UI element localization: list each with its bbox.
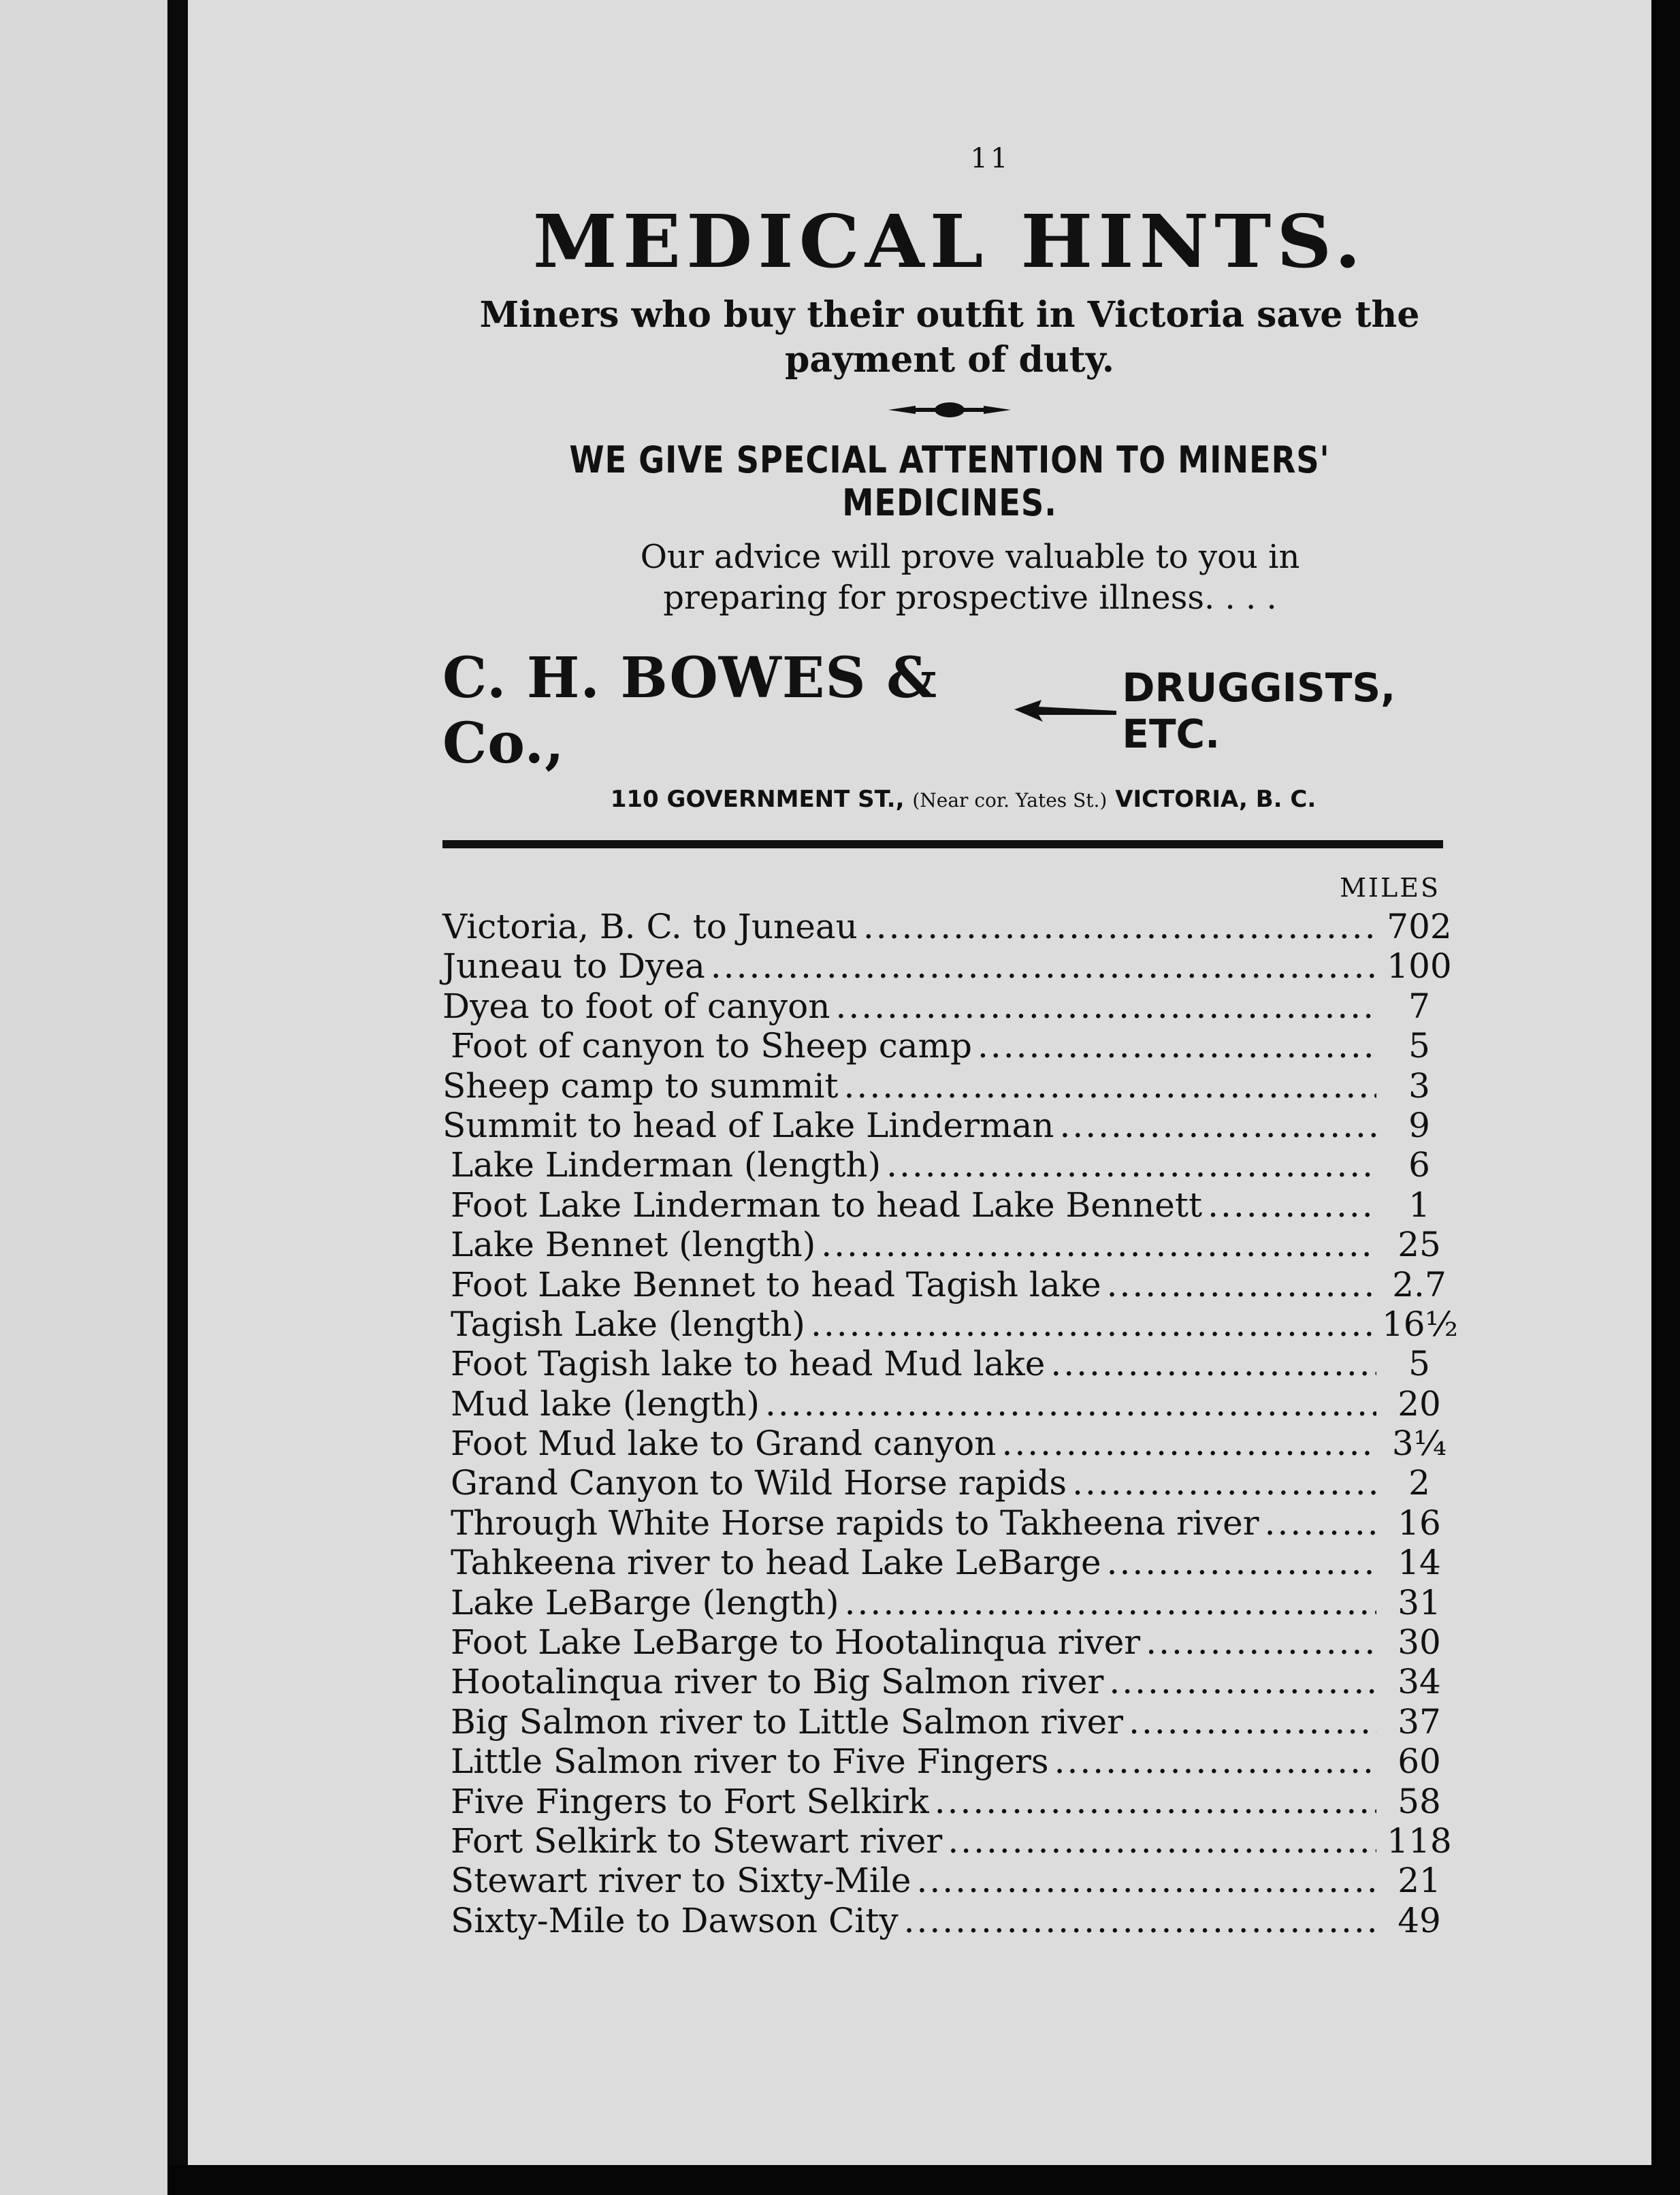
page-content — [442, 143, 1457, 1940]
route-miles: 60 — [1398, 1742, 1441, 1782]
route-name: Victoria, B. C. to Juneau — [442, 907, 858, 946]
route-name: Foot Lake Linderman to head Lake Bennett — [451, 1185, 1203, 1225]
dot-leader — [1208, 1185, 1376, 1225]
address-city: VICTORIA, B. C. — [1115, 786, 1316, 813]
dot-leader — [948, 1821, 1376, 1861]
route-name: Fort Selkirk to Stewart river — [451, 1821, 943, 1861]
table-row — [442, 1861, 1457, 1900]
advice-line-1: Our advice will prove valuable to you in — [640, 538, 1300, 576]
route-name: Lake Bennet (length) — [451, 1225, 816, 1265]
book-gutter — [167, 0, 188, 2195]
route-name: Foot Lake LeBarge to Hootalinqua river — [451, 1622, 1141, 1663]
table-row — [442, 1145, 1457, 1185]
route-miles: 702 — [1387, 907, 1452, 946]
table-row — [442, 1185, 1457, 1225]
distance-table — [442, 907, 1457, 1940]
route-name: Foot of canyon to Sheep camp — [451, 1026, 972, 1066]
scan-border-bottom — [167, 2165, 1680, 2195]
miles-column-header: MILES — [1340, 873, 1440, 903]
table-row — [442, 1622, 1457, 1662]
table-row — [442, 1344, 1457, 1383]
table-row — [442, 1742, 1457, 1781]
dot-leader — [844, 1066, 1376, 1106]
table-row — [442, 1543, 1457, 1582]
dot-leader — [863, 907, 1376, 946]
route-name: Dyea to foot of canyon — [442, 986, 830, 1026]
dot-leader — [917, 1861, 1377, 1900]
route-miles: 3¼ — [1391, 1424, 1447, 1464]
route-miles: 31 — [1398, 1582, 1441, 1622]
table-row — [442, 1424, 1457, 1463]
double-arrow-ornament-icon — [442, 396, 1457, 423]
route-miles: 58 — [1398, 1781, 1441, 1821]
dot-leader — [811, 1304, 1376, 1344]
route-miles: 5 — [1408, 1344, 1430, 1384]
dot-leader — [1001, 1424, 1376, 1463]
table-row — [442, 1225, 1457, 1264]
firm-trade: DRUGGISTS, ETC. — [1122, 664, 1396, 757]
route-name: Foot Tagish lake to head Mud lake — [451, 1344, 1046, 1384]
dot-leader — [765, 1384, 1376, 1424]
firm-line — [442, 645, 1457, 776]
dot-leader — [711, 946, 1376, 986]
route-miles: 37 — [1398, 1701, 1441, 1742]
dot-leader — [1072, 1463, 1376, 1503]
dot-leader — [1050, 1344, 1376, 1383]
tagline: Miners who buy their outfit in Victoria save the payment of duty. — [479, 294, 1420, 381]
route-name: Five Fingers to Fort Selkirk — [451, 1781, 929, 1821]
pointing-hand-icon — [1014, 697, 1116, 724]
dot-leader — [1129, 1702, 1376, 1742]
dot-leader — [1107, 1543, 1376, 1582]
route-name: Through White Horse rapids to Takheena river — [451, 1503, 1259, 1543]
route-miles: 2.7 — [1392, 1264, 1447, 1304]
route-miles: 6 — [1408, 1145, 1430, 1185]
route-miles: 7 — [1408, 986, 1430, 1026]
table-row — [442, 1583, 1457, 1622]
table-row — [442, 987, 1457, 1026]
facing-page-edge — [0, 0, 167, 2195]
route-name: Stewart river to Sixty-Mile — [451, 1861, 911, 1901]
route-name: Lake Linderman (length) — [451, 1145, 882, 1185]
table-row — [442, 1384, 1457, 1424]
route-miles: 14 — [1398, 1543, 1441, 1583]
route-miles: 9 — [1408, 1105, 1430, 1145]
route-miles: 16 — [1398, 1503, 1441, 1543]
dot-leader — [1146, 1622, 1376, 1662]
route-miles: 34 — [1398, 1662, 1441, 1702]
route-name: Foot Lake Bennet to head Tagish lake — [451, 1264, 1101, 1304]
table-row — [442, 1821, 1457, 1861]
route-miles: 5 — [1408, 1026, 1430, 1066]
route-miles: 2 — [1408, 1463, 1430, 1503]
special-attention-banner: WE GIVE SPECIAL ATTENTION TO MINERS' MEDICINES. — [569, 438, 1330, 524]
route-name: Sixty-Mile to Dawson City — [451, 1900, 899, 1940]
route-name: Tagish Lake (length) — [451, 1304, 805, 1344]
address-street: 110 GOVERNMENT ST., — [610, 786, 905, 813]
table-row — [442, 1026, 1457, 1066]
route-miles: 118 — [1387, 1821, 1452, 1861]
dot-leader — [1265, 1503, 1376, 1543]
dot-leader — [835, 987, 1376, 1026]
scan-border-right — [1651, 0, 1680, 2195]
table-row — [442, 946, 1457, 986]
route-name: Tahkeena river to head Lake LeBarge — [451, 1543, 1101, 1583]
dot-leader — [1107, 1265, 1376, 1304]
dot-leader — [886, 1145, 1376, 1185]
route-miles: 49 — [1398, 1900, 1441, 1940]
dot-leader — [1109, 1662, 1376, 1701]
firm-address — [442, 786, 1457, 813]
route-miles: 21 — [1398, 1861, 1441, 1901]
route-miles: 1 — [1408, 1185, 1430, 1225]
route-name: Hootalinqua river to Big Salmon river — [451, 1662, 1104, 1702]
route-miles: 30 — [1398, 1622, 1441, 1663]
advice-line-2: preparing for prospective illness. . . . — [663, 579, 1277, 617]
table-row — [442, 1463, 1457, 1503]
route-name: Lake LeBarge (length) — [451, 1582, 839, 1622]
dot-leader — [935, 1782, 1376, 1821]
dot-leader — [1059, 1106, 1376, 1145]
route-miles: 100 — [1387, 946, 1452, 987]
page-number: 11 — [970, 143, 1011, 174]
table-row — [442, 907, 1457, 946]
route-name: Big Salmon river to Little Salmon river — [451, 1701, 1124, 1742]
dot-leader — [821, 1225, 1376, 1264]
table-row — [442, 1066, 1457, 1106]
table-row — [442, 1265, 1457, 1304]
table-row — [442, 1503, 1457, 1543]
table-row — [442, 1662, 1457, 1701]
page-title: MEDICAL HINTS. — [532, 199, 1367, 285]
divider-rule — [442, 840, 1443, 848]
table-row — [442, 1782, 1457, 1821]
route-name: Juneau to Dyea — [442, 946, 705, 987]
firm-name: C. H. BOWES & Co., — [442, 645, 938, 776]
table-row — [442, 1304, 1457, 1344]
dot-leader — [904, 1901, 1376, 1940]
table-row — [442, 1901, 1457, 1940]
route-name: Summit to head of Lake Linderman — [442, 1105, 1054, 1145]
route-miles: 25 — [1398, 1225, 1441, 1265]
route-miles: 3 — [1408, 1066, 1430, 1106]
dot-leader — [1054, 1742, 1376, 1781]
address-note: (Near cor. Yates St.) — [912, 789, 1108, 812]
dot-leader — [978, 1026, 1376, 1066]
firm-trade-group — [1014, 664, 1457, 757]
dot-leader — [845, 1583, 1376, 1622]
table-row — [442, 1106, 1457, 1145]
table-row — [442, 1702, 1457, 1742]
route-name: Mud lake (length) — [451, 1383, 760, 1424]
route-miles: 16½ — [1382, 1304, 1459, 1344]
route-name: Little Salmon river to Five Fingers — [451, 1742, 1049, 1782]
route-miles: 20 — [1398, 1383, 1441, 1424]
route-name: Foot Mud lake to Grand canyon — [451, 1424, 997, 1464]
advice-text — [442, 536, 1457, 618]
route-name: Sheep camp to summit — [442, 1066, 839, 1106]
route-name: Grand Canyon to Wild Horse rapids — [451, 1463, 1067, 1503]
